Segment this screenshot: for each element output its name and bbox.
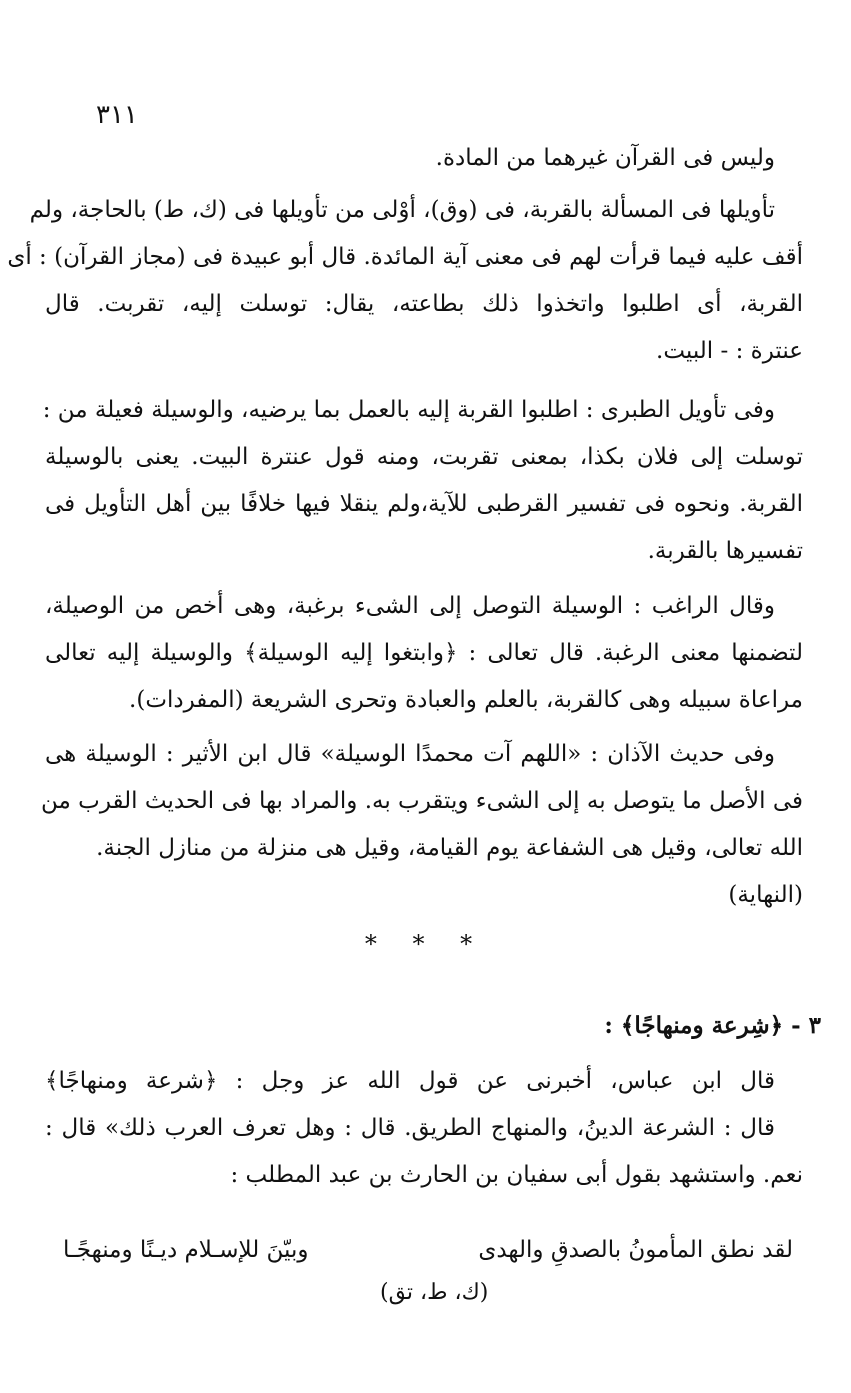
text-line: الله تعالى، وقيل هى الشفاعة يوم القيامة، وقيل هى منزلة من منازل الجنة.	[96, 835, 803, 861]
text-line: تأويلها فى المسألة بالقربة، فى (وق)، أوْلى من تأويلها فى (ك، ط) بالحاجة، ولم	[29, 197, 775, 223]
poem-second-hemistich: وبيّنَ للإسـلام ديـنًا ومنهجًـا	[63, 1237, 309, 1263]
paragraph-3	[42, 387, 803, 575]
page-number: ٣١١	[96, 100, 138, 130]
section-separator: * * *	[364, 930, 487, 958]
text-line: القربة. ونحوه فى تفسير القرطبى للآية،ولم ينقلا فيها خلافًا بين أهل التأويل فى	[45, 491, 803, 517]
text-line: قال ابن عباس، أخبرنى عن قول الله عز وجل : ﴿شرعة ومنهاجًا﴾	[45, 1068, 775, 1094]
text-line: القربة، أى اطلبوا واتخذوا ذلك بطاعته، يقال: توسلت إليه، تقربت. قال	[45, 291, 803, 317]
text-line: وفى تأويل الطبرى : اطلبوا القربة إليه بالعمل بما يرضيه، والوسيلة فعيلة من :	[42, 397, 775, 423]
text-line: عنترة : - البيت.	[656, 338, 803, 364]
source-reference: (ك، ط، تق)	[380, 1280, 489, 1305]
text-line: وفى حديث الآذان : «اللهم آت محمدًا الوسيلة» قال ابن الأثير : الوسيلة هى	[45, 741, 775, 767]
text-line: نعم. واستشهد بقول أبى سفيان بن الحارث بن عبد المطلب :	[230, 1162, 803, 1188]
text-line: (النهاية)	[728, 882, 803, 908]
text-line: لتضمنها معنى الرغبة. قال تعالى : ﴿وابتغوا إليه الوسيلة﴾ والوسيلة إليه تعالى	[45, 640, 803, 666]
text-line: قال : الشرعة الدينُ، والمنهاج الطريق. قال : وهل تعرف العرب ذلك» قال :	[45, 1115, 775, 1141]
paragraph-6	[45, 1058, 803, 1199]
poem-first-hemistich: لقد نطق المأمونُ بالصدقِ والهدى	[478, 1237, 793, 1263]
paragraph-2	[7, 187, 803, 375]
text-line: توسلت إلى فلان بكذا، بمعنى تقربت، ومنه قول عنترة البيت. يعنى بالوسيلة	[45, 444, 803, 470]
paragraph-1	[45, 135, 803, 182]
text-line: وقال الراغب : الوسيلة التوصل إلى الشىء برغبة، وهى أخص من الوصيلة،	[45, 593, 775, 619]
text-line: مراعاة سبيله وهى كالقربة، بالعلم والعبادة وتحرى الشريعة (المفردات).	[129, 687, 803, 713]
text-line: تفسيرها بالقربة.	[647, 538, 803, 564]
paragraph-5	[41, 731, 803, 919]
text-line: أقف عليه فيما قرأت لهم فى معنى آية المائدة. قال أبو عبيدة فى (مجاز القرآن) : أى	[7, 244, 803, 270]
text-line: فى الأصل ما يتوصل به إلى الشىء ويتقرب به. والمراد بها فى الحديث القرب من	[41, 788, 803, 814]
section-heading: ٣ - ﴿شِرعة ومنهاجًا﴾ :	[604, 1012, 821, 1039]
paragraph-4	[45, 583, 803, 724]
text-line: وليس فى القرآن غيرهما من المادة.	[435, 145, 775, 171]
